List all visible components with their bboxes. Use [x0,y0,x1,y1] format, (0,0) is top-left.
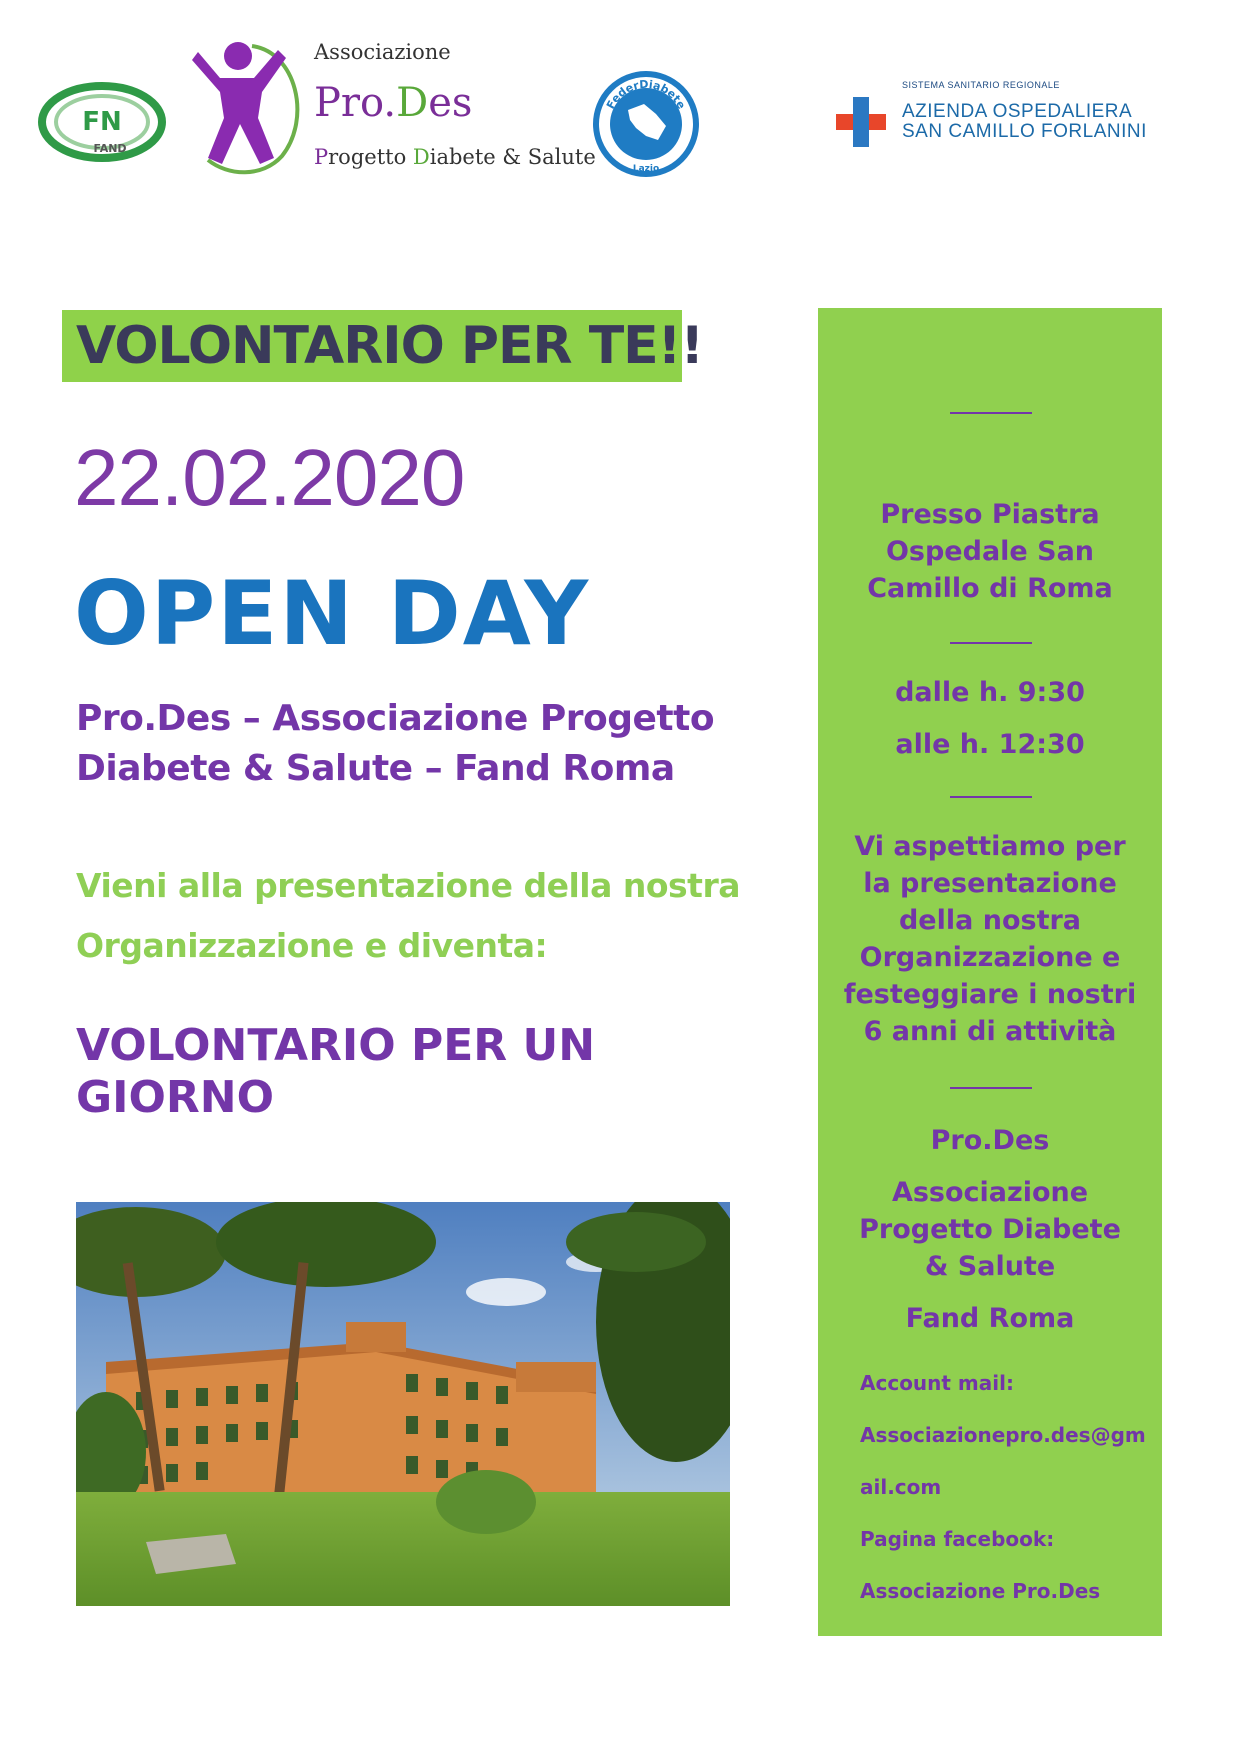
prodes-tagline [314,145,596,169]
sidebar-message-line-3: della nostra [898,905,1082,936]
sidebar-org-full-line-1: Associazione [891,1177,1089,1208]
sidebar-org-short: Pro.Des [930,1125,1050,1156]
svg-text:FN: FN [82,107,122,137]
fand-logo-text: FAND [93,142,127,155]
azienda-cross-icon [836,97,886,147]
info-sidebar [818,308,1162,1636]
sidebar-time-from: dalle h. 9:30 [895,677,1085,708]
tagline-iabete: iabete & Salute [429,145,596,169]
hospital-photo [76,1202,730,1606]
sidebar-org-full-line-2: Progetto Diabete [859,1214,1121,1245]
sidebar-mail-line-1[interactable]: Associazionepro.des@gm [860,1423,1146,1447]
organizer-line-1: Pro.Des – Associazione Progetto [76,698,715,739]
organizer-line-2: Diabete & Salute – Fand Roma [76,748,675,789]
sidebar-org-city: Fand Roma [905,1303,1075,1334]
sidebar-mail-label: Account mail: [860,1371,1014,1395]
sidebar-org-full-line-3: & Salute [924,1251,1056,1282]
tagline-p: P [314,145,329,169]
invite-line-1: Vieni alla presentazione della nostra [76,866,740,905]
sidebar-mail-line-2[interactable]: ail.com [860,1475,942,1499]
prodes-name-es: es [428,80,473,126]
sidebar-location-line-3: Camillo di Roma [867,573,1113,604]
federdiabete-top-text: FederDiabete [603,77,688,112]
invite-line-2: Organizzazione e diventa: [76,926,548,965]
event-date: 22.02.2020 [74,433,465,522]
sidebar-location-line-1: Presso Piastra [880,499,1100,530]
azienda-name-line1: AZIENDA OSPEDALIERA [902,101,1133,122]
headline-banner [62,310,704,382]
volunteer-line-1: VOLONTARIO PER UN [76,1020,596,1071]
sidebar-message-line-1: Vi aspettiamo per [854,831,1126,862]
prodes-name-d: D [396,80,429,126]
sidebar-divider [950,642,1032,644]
sidebar-message-line-4: Organizzazione e [859,942,1121,973]
prodes-name-pro: Pro. [314,80,397,126]
azienda-name-line2: SAN CAMILLO FORLANINI [902,121,1147,142]
sidebar-location-line-2: Ospedale San [885,536,1095,567]
sidebar-facebook-label: Pagina facebook: [860,1527,1055,1551]
sidebar-divider [950,412,1032,414]
azienda-system-label: SISTEMA SANITARIO REGIONALE [902,80,1060,90]
federdiabete-logo [592,70,700,178]
tagline-d: D [412,145,430,169]
headline-banner-text: VOLONTARIO PER TE!! [76,316,704,376]
sidebar-message-line-6: 6 anni di attività [863,1016,1117,1047]
prodes-association-label: Associazione [314,40,451,64]
prodes-name [314,80,472,126]
sidebar-time-to: alle h. 12:30 [895,729,1085,760]
sidebar-message-line-5: festeggiare i nostri [843,979,1137,1010]
sidebar-divider [950,796,1032,798]
federdiabete-bottom-text: Lazio [632,164,660,174]
prodes-figure-logo [192,38,310,178]
volunteer-line-2: GIORNO [76,1072,274,1123]
sidebar-divider [950,1087,1032,1089]
fand-logo [38,80,166,164]
sidebar-facebook-value[interactable]: Associazione Pro.Des [860,1579,1101,1603]
tagline-rogetto: rogetto [328,145,413,169]
sidebar-message-line-2: la presentazione [863,868,1117,899]
event-title: OPEN DAY [74,562,591,665]
